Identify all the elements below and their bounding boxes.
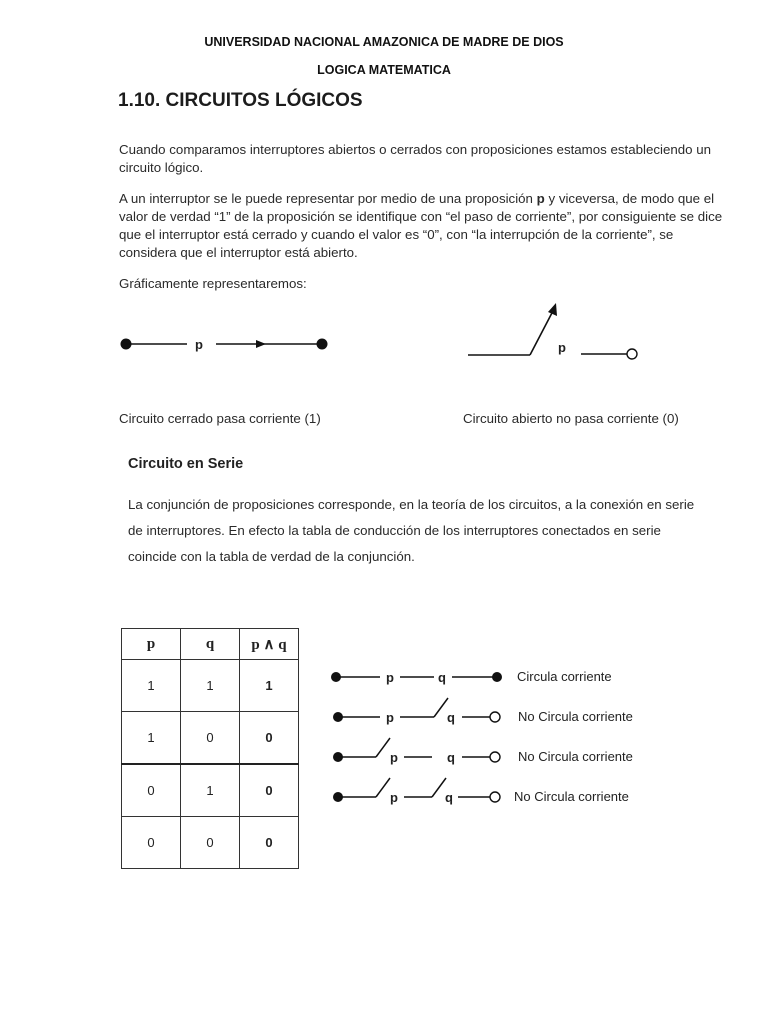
circuit-row-3 (333, 738, 500, 765)
table-row (122, 712, 299, 765)
table-row (122, 764, 299, 817)
intro-paragraph: Cuando comparamos interruptores abiertos o cerrados con proposiciones estamos estableciendo un circuito lógico. (119, 142, 712, 175)
cell-q: 1 (181, 660, 240, 712)
circuit-row-4 (333, 778, 500, 805)
switch-p-label: p (386, 670, 394, 685)
cell-result: 0 (240, 817, 299, 869)
university-name: UNIVERSIDAD NACIONAL AMAZONICA DE MADRE DE DIOS (204, 35, 564, 49)
closed-switch-terminal-right (317, 339, 328, 350)
switch-q-label: q (447, 710, 455, 725)
current-arrow-icon (256, 340, 266, 348)
cell-q: 0 (181, 712, 240, 765)
lever-arrow-icon (548, 303, 557, 316)
cell-p: 0 (122, 817, 181, 869)
circuit-result-2: No Circula corriente (518, 709, 633, 724)
closed-switch (121, 337, 328, 352)
cell-result: 0 (240, 712, 299, 765)
open-switch-lever (530, 309, 554, 355)
cell-q: 0 (181, 817, 240, 869)
cell-result: 1 (240, 660, 299, 712)
cell-q: 1 (181, 764, 240, 817)
closed-circuit-caption: Circuito cerrado pasa corriente (1) (119, 411, 321, 426)
cell-p: 0 (122, 764, 181, 817)
series-title: Circuito en Serie (128, 456, 244, 472)
header-cell-p: p (122, 629, 181, 660)
switch-q-label: q (445, 790, 453, 805)
truth-table-header (122, 629, 299, 660)
definition-text-after: y viceversa, de modo que el valor de verdad “1” de la proposición se identifique con “el paso de corriente”, por consiguiente se dice que el interruptor está cerrado y cuando el valor es “0”, con “la interrupción de la corriente”, se considera que el interruptor está abierto. (119, 191, 723, 260)
series-circuits-diagram (320, 655, 520, 815)
switch-p-label: p (390, 790, 398, 805)
definition-paragraph (119, 190, 724, 262)
definition-text-before: A un interruptor se le puede representar por medio de una proposición (119, 191, 533, 206)
course-name: LOGICA MATEMATICA (317, 63, 451, 77)
graphic-intro: Gráficamente representaremos: (119, 276, 307, 291)
cell-result: 0 (240, 764, 299, 817)
closed-switch-label: p (195, 337, 203, 352)
table-row (122, 817, 299, 869)
circuit-result-3: No Circula corriente (518, 749, 633, 764)
series-paragraph: La conjunción de proposiciones corresponde, en la teoría de los circuitos, a la conexión en serie de interruptores. En efecto la tabla de conducción de los interruptores conectados en serie coincide con la tabla de verdad de la conjunción. (128, 497, 695, 564)
open-circuit-caption: Circuito abierto no pasa corriente (0) (463, 411, 679, 426)
definition-variable: p (536, 191, 545, 206)
header-cell-q: q (181, 629, 240, 660)
circuit-row-1 (331, 670, 502, 685)
circuit-row-2 (333, 698, 500, 725)
table-row (122, 660, 299, 712)
header-cell-conjunction: p ∧ q (240, 629, 299, 660)
circuit-result-4: No Circula corriente (514, 789, 629, 804)
open-switch-terminal (627, 349, 637, 359)
cell-p: 1 (122, 660, 181, 712)
truth-table (121, 628, 299, 869)
switch-q-label: q (447, 750, 455, 765)
circuit-result-1: Circula corriente (517, 669, 612, 684)
switch-q-label: q (438, 670, 446, 685)
switch-diagram (0, 290, 768, 390)
switch-p-label: p (386, 710, 394, 725)
switch-p-label: p (390, 750, 398, 765)
open-switch (468, 303, 637, 359)
open-switch-label: p (558, 340, 566, 355)
section-title: 1.10. CIRCUITOS LÓGICOS (118, 90, 363, 111)
cell-p: 1 (122, 712, 181, 765)
